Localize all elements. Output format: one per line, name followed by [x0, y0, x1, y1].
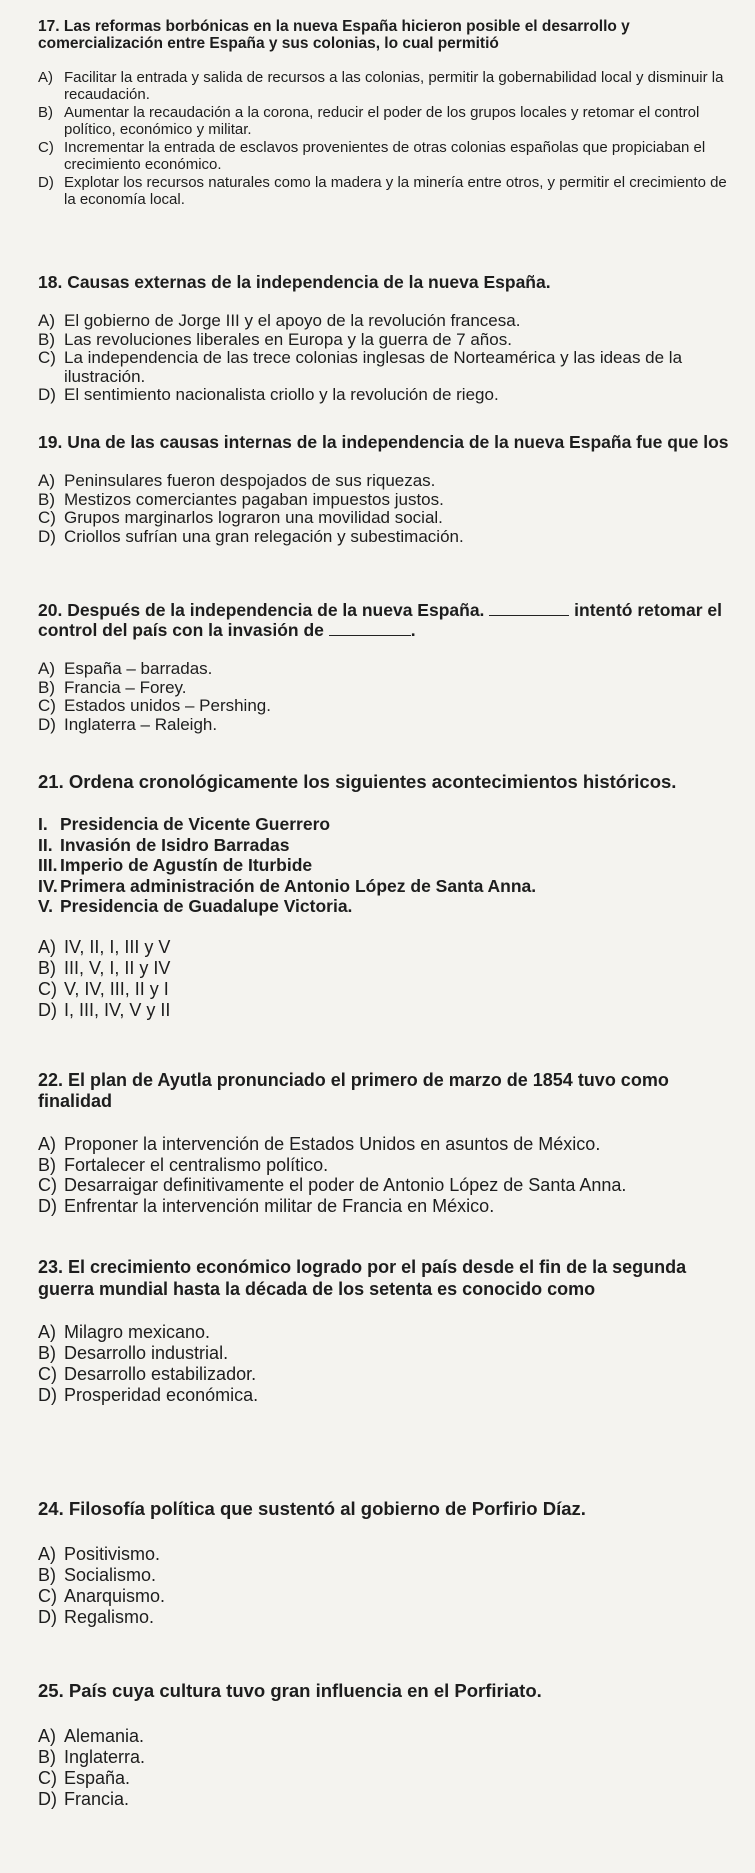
- option-a[interactable]: [0, 1544, 755, 1565]
- stem-text-part2: intentó retomar el control del país con la invasión de: [38, 600, 722, 640]
- question-stem: 24. Filosofía política que sustentó al gobierno de Porfirio Díaz.: [38, 1498, 586, 1519]
- option-d[interactable]: [0, 386, 755, 405]
- event-text: Primera administración de Antonio López de Santa Anna.: [60, 875, 537, 896]
- option-letter: C): [38, 1586, 57, 1606]
- option-text: Estados unidos – Pershing.: [64, 696, 271, 715]
- option-c[interactable]: [0, 140, 755, 173]
- option-text: Desarrollo industrial.: [64, 1343, 229, 1363]
- question-stem: 17. Las reformas borbónicas en la nueva España hicieron posible el desarrollo y comercialización entre España y sus colonias, lo cual permitió: [38, 18, 630, 52]
- event-text: Imperio de Agustín de Iturbide: [60, 855, 313, 875]
- option-letter: D): [38, 385, 56, 404]
- option-text: Grupos marginarlos lograron una movilidad social.: [64, 508, 443, 527]
- option-letter: B): [38, 957, 56, 978]
- option-a[interactable]: [0, 70, 755, 103]
- question-stem: [0, 600, 755, 640]
- option-a[interactable]: [0, 1726, 755, 1747]
- event-item: [0, 876, 755, 897]
- event-item: [0, 814, 755, 835]
- option-text: Enfrentar la intervención militar de Francia en México.: [64, 1195, 495, 1216]
- option-letter: B): [38, 1154, 56, 1175]
- question-21: [0, 772, 755, 1021]
- option-letter: C): [38, 1175, 57, 1195]
- event-item: [0, 896, 755, 917]
- option-text: IV, II, I, III y V: [64, 936, 171, 957]
- blank-1[interactable]: [489, 601, 569, 616]
- option-text: Criollos sufrían una gran relegación y subestimación.: [64, 526, 464, 546]
- question-20: [0, 600, 755, 734]
- option-letter: C): [38, 1364, 57, 1384]
- event-list: [0, 814, 755, 917]
- option-letter: D): [38, 526, 56, 546]
- option-d[interactable]: [0, 528, 755, 547]
- option-d[interactable]: [0, 175, 755, 208]
- option-text: Fortalecer el centralismo político.: [64, 1154, 329, 1175]
- event-number: V.: [38, 896, 53, 916]
- option-letter: D): [38, 999, 57, 1020]
- option-b[interactable]: [0, 679, 755, 698]
- option-b[interactable]: [0, 1155, 755, 1176]
- event-item: [0, 835, 755, 856]
- event-item: [0, 855, 755, 876]
- event-number: III.: [38, 855, 58, 875]
- option-text: Peninsulares fueron despojados de sus riquezas.: [64, 471, 436, 490]
- question-23: [0, 1256, 755, 1406]
- option-letter: B): [38, 489, 55, 509]
- option-text: Desarrollo estabilizador.: [64, 1364, 257, 1384]
- stem-text-part3: .: [410, 620, 416, 640]
- event-number: II.: [38, 834, 53, 855]
- option-a[interactable]: [0, 1134, 755, 1155]
- option-text: El gobierno de Jorge III y el apoyo de la revolución francesa.: [64, 311, 521, 330]
- option-text: Facilitar la entrada y salida de recursos a las colonias, permitir la gobernabilidad local y disminuir la recaudación.: [64, 69, 724, 103]
- option-d[interactable]: [0, 716, 755, 735]
- option-text: La independencia de las trece colonias inglesas de Norteamérica y las ideas de la ilustración.: [64, 348, 683, 386]
- option-letter: B): [38, 1343, 56, 1363]
- option-a[interactable]: [0, 660, 755, 679]
- option-text: Francia – Forey.: [64, 677, 187, 697]
- question-25: [0, 1680, 755, 1810]
- option-text: III, V, I, II y IV: [64, 957, 171, 978]
- option-d[interactable]: [0, 1789, 755, 1810]
- question-stem: 18. Causas externas de la independencia de la nueva España.: [38, 272, 551, 292]
- option-letter: C): [38, 348, 56, 367]
- option-letter: C): [38, 696, 56, 715]
- option-c[interactable]: [0, 1768, 755, 1789]
- option-text: Regalismo.: [64, 1607, 155, 1627]
- option-letter: A): [38, 1726, 56, 1746]
- option-letter: A): [38, 311, 55, 330]
- option-letter: D): [38, 1385, 57, 1405]
- option-d[interactable]: [0, 1000, 755, 1021]
- option-b[interactable]: [0, 1343, 755, 1364]
- option-letter: D): [38, 714, 56, 734]
- option-text: V, IV, III, II y I: [64, 978, 169, 999]
- question-stem: 19. Una de las causas internas de la independencia de la nueva España fue que los: [38, 432, 729, 452]
- option-c[interactable]: [0, 697, 755, 716]
- option-text: Inglaterra.: [64, 1747, 146, 1767]
- option-letter: B): [38, 329, 55, 349]
- option-a[interactable]: [0, 937, 755, 958]
- option-text: Explotar los recursos naturales como la madera y la minería entre otros, y permitir el crecimiento de la economía local.: [64, 174, 727, 208]
- option-letter: A): [38, 471, 55, 490]
- option-letter: C): [38, 1768, 57, 1788]
- question-18: [0, 272, 755, 405]
- question-stem: 23. El crecimiento económico logrado por el país desde el fin de la segunda guerra mundial hasta la década de los setenta es conocido como: [38, 1257, 687, 1299]
- option-letter: D): [38, 1789, 57, 1809]
- option-letter: D): [38, 1607, 57, 1627]
- question-stem: 22. El plan de Ayutla pronunciado el primero de marzo de 1854 tuvo como finalidad: [38, 1070, 669, 1111]
- option-letter: A): [38, 1544, 56, 1564]
- question-stem: 25. País cuya cultura tuvo gran influencia en el Porfiriato.: [38, 1680, 542, 1701]
- option-b[interactable]: [0, 331, 755, 350]
- question-22: [0, 1070, 755, 1216]
- option-letter: A): [38, 69, 53, 86]
- option-letter: A): [38, 1134, 56, 1154]
- option-text: Desarraigar definitivamente el poder de Antonio López de Santa Anna.: [64, 1175, 627, 1195]
- option-text: España.: [64, 1768, 131, 1788]
- blank-2[interactable]: [329, 621, 411, 636]
- option-letter: B): [38, 1747, 56, 1767]
- option-letter: D): [38, 174, 54, 191]
- option-a[interactable]: [0, 1322, 755, 1343]
- option-letter: B): [38, 104, 53, 121]
- option-text: Positivismo.: [64, 1544, 161, 1564]
- option-letter: C): [38, 978, 57, 999]
- option-a[interactable]: [0, 472, 755, 491]
- option-b[interactable]: [0, 491, 755, 510]
- option-letter: A): [38, 659, 55, 678]
- option-d[interactable]: [0, 1607, 755, 1628]
- question-stem: 21. Ordena cronológicamente los siguientes acontecimientos históricos.: [38, 771, 677, 792]
- option-text: Prosperidad económica.: [64, 1385, 259, 1405]
- question-24: [0, 1498, 755, 1628]
- option-letter: A): [38, 1322, 56, 1342]
- option-c[interactable]: [0, 979, 755, 1000]
- option-text: Socialismo.: [64, 1565, 157, 1585]
- option-letter: B): [38, 677, 55, 697]
- option-text: Anarquismo.: [64, 1586, 166, 1606]
- option-c[interactable]: [0, 1586, 755, 1607]
- option-b[interactable]: [0, 958, 755, 979]
- event-number: IV.: [38, 875, 58, 896]
- option-c[interactable]: [0, 1175, 755, 1196]
- option-b[interactable]: [0, 105, 755, 138]
- option-c[interactable]: [0, 509, 755, 528]
- option-text: Las revoluciones liberales en Europa y la guerra de 7 años.: [64, 329, 512, 349]
- option-letter: D): [38, 1195, 57, 1216]
- option-c[interactable]: [0, 349, 755, 386]
- event-number: I.: [38, 814, 48, 834]
- option-text: Alemania.: [64, 1726, 145, 1746]
- option-c[interactable]: [0, 1364, 755, 1385]
- event-text: Presidencia de Guadalupe Victoria.: [60, 896, 353, 916]
- option-text: Inglaterra – Raleigh.: [64, 714, 218, 734]
- question-19: [0, 432, 755, 546]
- option-text: El sentimiento nacionalista criollo y la revolución de riego.: [64, 385, 499, 404]
- option-text: Aumentar la recaudación a la corona, reducir el poder de los grupos locales y retomar el control político, económico y militar.: [64, 104, 700, 138]
- option-text: Francia.: [64, 1789, 130, 1809]
- option-text: Incrementar la entrada de esclavos provenientes de otras colonias españolas que propiciaban el crecimiento económico.: [64, 139, 706, 173]
- option-d[interactable]: [0, 1385, 755, 1406]
- event-text: Invasión de Isidro Barradas: [60, 834, 290, 855]
- option-letter: C): [38, 508, 56, 527]
- stem-text-part1: 20. Después de la independencia de la nueva España.: [38, 600, 490, 620]
- option-text: Proponer la intervención de Estados Unidos en asuntos de México.: [64, 1134, 601, 1154]
- option-text: Milagro mexicano.: [64, 1322, 211, 1342]
- option-text: I, III, IV, V y II: [64, 999, 171, 1020]
- option-text: España – barradas.: [64, 659, 213, 678]
- option-a[interactable]: [0, 312, 755, 331]
- question-17: [0, 18, 755, 208]
- option-b[interactable]: [0, 1747, 755, 1768]
- option-letter: B): [38, 1565, 56, 1585]
- option-text: Mestizos comerciantes pagaban impuestos justos.: [64, 489, 444, 509]
- option-d[interactable]: [0, 1196, 755, 1217]
- option-b[interactable]: [0, 1565, 755, 1586]
- event-text: Presidencia de Vicente Guerrero: [60, 814, 331, 834]
- option-letter: A): [38, 936, 56, 957]
- option-letter: C): [38, 139, 54, 156]
